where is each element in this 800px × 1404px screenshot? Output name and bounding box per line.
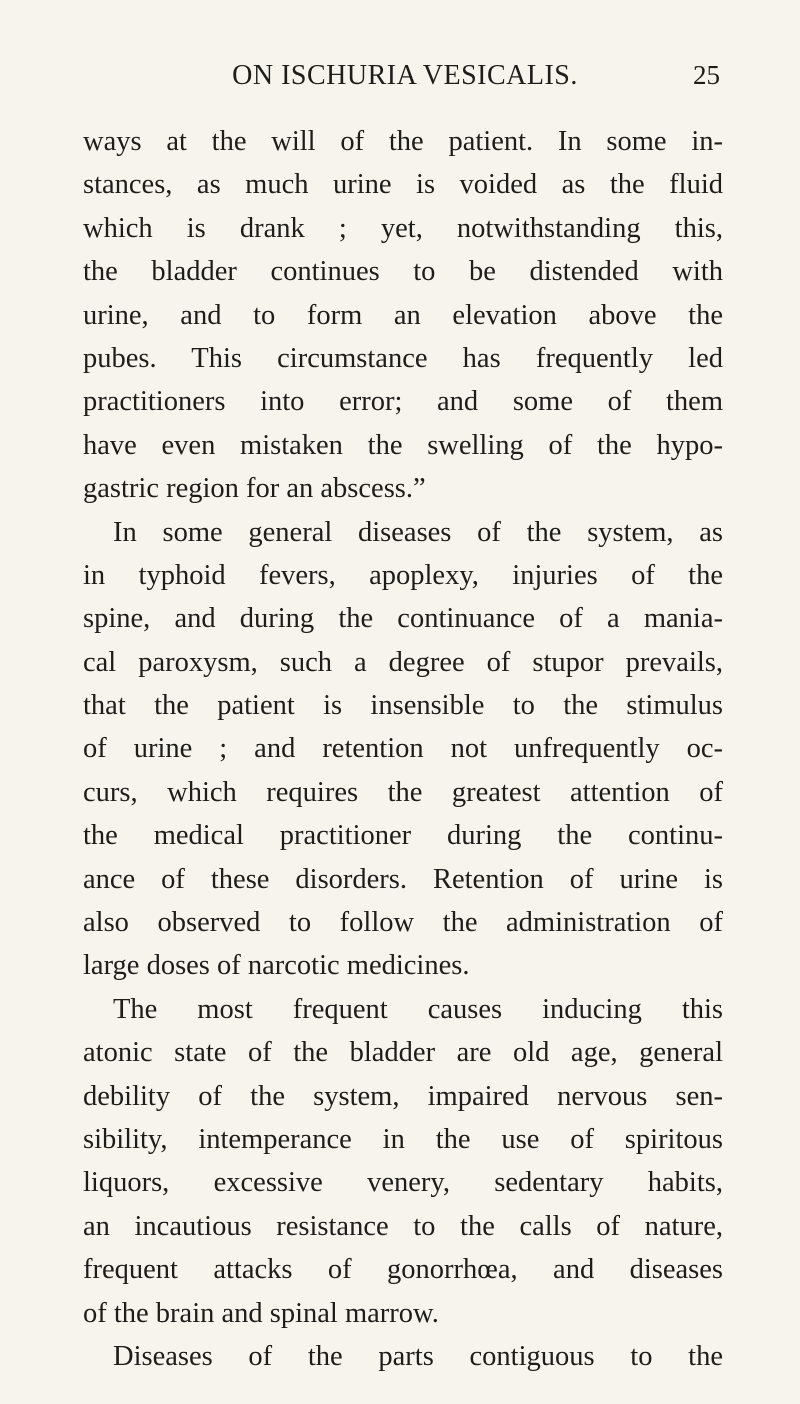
body-text [83, 120, 723, 1378]
text-line: an incautious resistance to the calls of nature, [83, 1210, 723, 1242]
text-line: of the brain and spinal marrow. [83, 1297, 439, 1329]
text-line: large doses of narcotic medicines. [83, 950, 470, 982]
text-line: the medical practitioner during the continu- [83, 820, 723, 852]
text-line: ance of these disorders. Retention of urine is [83, 863, 723, 895]
text-line: spine, and during the continuance of a mania- [83, 603, 723, 635]
text-line: of urine ; and retention not unfrequently oc- [83, 733, 723, 765]
text-line: gastric region for an abscess.” [83, 473, 426, 505]
text-line: stances, as much urine is voided as the fluid [83, 169, 723, 201]
text-line: the bladder continues to be distended with [83, 256, 723, 288]
text-line: which is drank ; yet, notwithstanding this, [83, 212, 723, 244]
text-line: curs, which requires the greatest attention of [83, 776, 723, 808]
paragraph-start-line: In some general diseases of the system, as [113, 516, 723, 548]
text-line: ways at the will of the patient. In some in- [83, 126, 723, 157]
running-head [90, 60, 720, 100]
paragraph-start-line: The most frequent causes inducing this [113, 993, 723, 1025]
text-line: pubes. This circumstance has frequently led [83, 342, 723, 374]
text-line: practitioners into error; and some of them [83, 386, 723, 418]
text-line: liquors, excessive venery, sedentary habits, [83, 1167, 723, 1199]
text-line: sibility, intemperance in the use of spiritous [83, 1123, 723, 1155]
text-line: have even mistaken the swelling of the hypo- [83, 429, 723, 461]
text-line: that the patient is insensible to the stimulus [83, 690, 723, 722]
text-line: cal paroxysm, such a degree of stupor prevails, [83, 646, 723, 678]
text-line: frequent attacks of gonorrhœa, and diseases [83, 1254, 723, 1286]
running-title: ON ISCHURIA VESICALIS. [232, 60, 578, 91]
text-line: atonic state of the bladder are old age, general [83, 1037, 723, 1069]
paragraph-start-line: Diseases of the parts contiguous to the [113, 1340, 723, 1372]
text-line: in typhoid fevers, apoplexy, injuries of the [83, 559, 723, 591]
text-line: debility of the system, impaired nervous sen- [83, 1080, 723, 1112]
page-number: 25 [693, 60, 720, 90]
text-line: urine, and to form an elevation above the [83, 299, 723, 331]
text-line: also observed to follow the administration of [83, 907, 723, 939]
